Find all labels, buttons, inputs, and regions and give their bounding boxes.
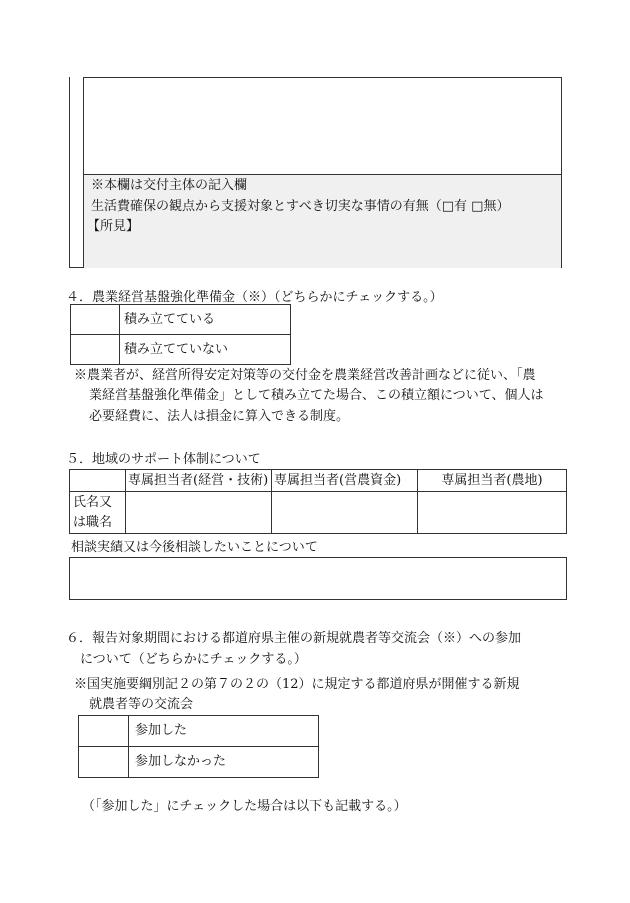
section6-heading-line-1: ６．報告対象期間における都道府県主催の新規就農者等交流会（※）への参加 (66, 631, 522, 646)
reserve-checkbox-accumulated[interactable] (71, 305, 120, 335)
name-field-finance[interactable] (272, 492, 418, 534)
section4-note-line-1: ※農業者が、経営所得安定対策等の交付金を農業経営改善計画などに従い、「農 (74, 368, 536, 383)
consult-field[interactable] (69, 557, 567, 600)
name-field-farmland[interactable] (418, 492, 567, 534)
issuer-note-label: ※本欄は交付主体の記入欄 (91, 178, 248, 193)
hardship-question: 生活費確保の観点から支援対象とすべき切実な事情の有無（□有 □無） (91, 199, 510, 214)
section5-heading: ５．地域のサポート体制について (66, 452, 261, 467)
row-label-line-2: は職名 (73, 514, 113, 530)
section4-note-line-2: 業経営基盤強化準備金」として積み立てた場合、この積立額について、個人は (89, 388, 544, 403)
meeting-checkbox-not-attended[interactable] (79, 747, 129, 778)
section6-note-line-1: ※国実施要綱別記２の第７の２の（12）に規定する都道府県が開催する新規 (74, 677, 520, 692)
column-header-management: 専属担当者(経営・技術) (126, 470, 272, 492)
meeting-checkbox-attended[interactable] (79, 716, 129, 747)
column-header-farmland: 専属担当者(農地) (418, 470, 567, 492)
row-label-name (70, 492, 126, 534)
name-field-management[interactable] (126, 492, 272, 534)
section6-note-line-2: 就農者等の交流会 (89, 697, 194, 712)
column-header-finance: 専属担当者(営農資金) (272, 470, 418, 492)
top-bottom-rule (69, 267, 83, 268)
opinion-label: 【所見】 (87, 219, 140, 234)
section4-note-line-3: 必要経費に、法人は損金に算入できる制度。 (89, 409, 350, 424)
section6-footer: （「参加した」にチェックした場合は以下も記載する。） (82, 799, 407, 814)
reserve-checklist (70, 304, 291, 365)
meeting-option-not-attended: 参加しなかった (129, 747, 319, 778)
section4-heading: ４．農業経営基盤強化準備金（※）（どちらかにチェックする。） (66, 290, 443, 305)
meeting-option-attended: 参加した (129, 716, 319, 747)
support-staff-table (69, 469, 567, 534)
reserve-option-accumulated: 積み立てている (120, 305, 291, 335)
outer-left-border (69, 77, 70, 267)
exchange-meeting-checklist (78, 715, 319, 778)
reserve-checkbox-not-accumulated[interactable] (71, 335, 120, 365)
consult-label: 相談実績又は今後相談したいことについて (71, 540, 318, 555)
reserve-option-not-accumulated: 積み立てていない (120, 335, 291, 365)
row-label-line-1: 氏名又 (73, 495, 113, 510)
section6-heading-line-2: について（どちらかにチェックする。） (80, 652, 307, 667)
support-table-corner (70, 470, 126, 492)
